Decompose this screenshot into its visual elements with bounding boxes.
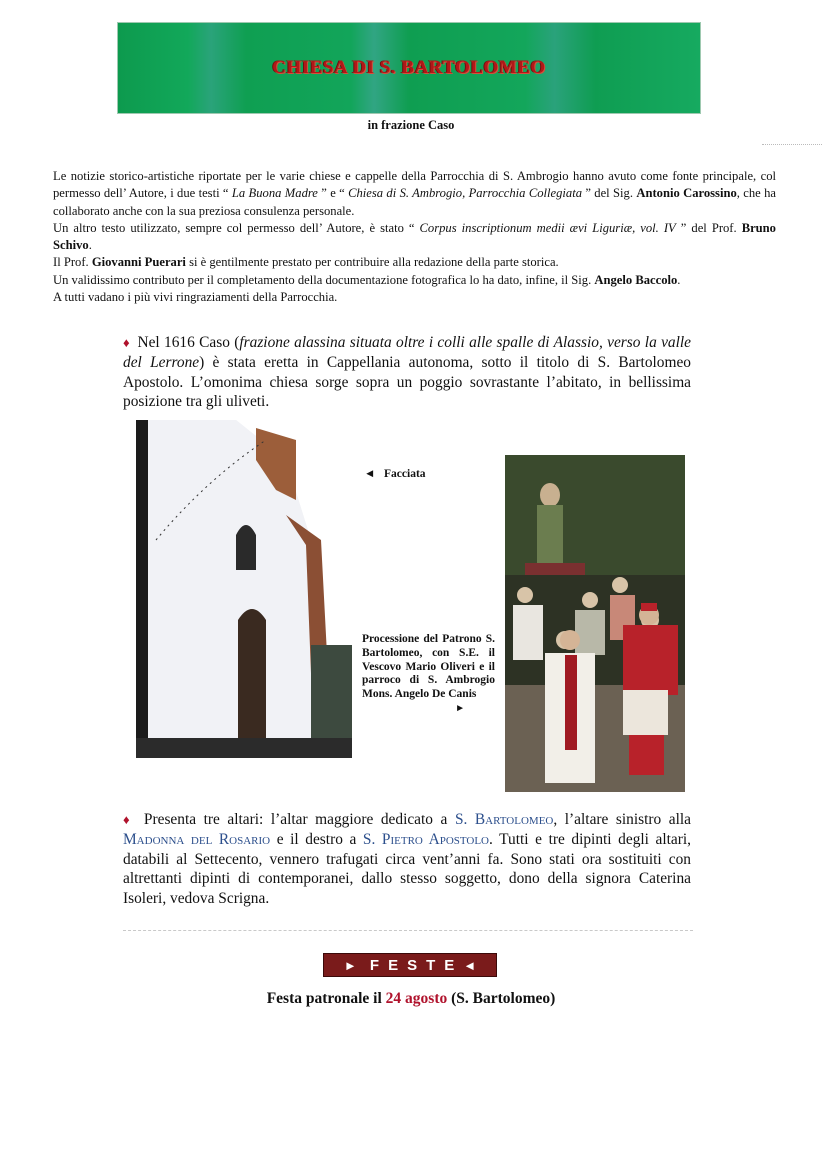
divider — [123, 930, 693, 931]
left-arrow-icon: ◄ — [463, 957, 477, 973]
right-arrow-icon: ► — [455, 702, 465, 714]
feste-banner — [323, 953, 497, 977]
intro-paragraph: A tutti vadano i più vivi ringraziamenti della Parrocchia. — [53, 290, 338, 305]
intro-paragraph: Un altro testo utilizzato, sempre col permesso dell’ Autore, è stato “ Corpus inscriptionum medii ævi Liguriæ, vol. IV ” del Prof. Bruno Schivo. — [53, 220, 776, 253]
feast-date: 24 agosto — [385, 990, 448, 1007]
history-paragraph: ♦ Nel 1616 Caso (frazione alassina situata oltre i colli alle spalle di Alassio, verso la valle del Lerrone) è stata eretta in Cappellania autonoma, sotto il titolo di S. Bartolomeo Apostolo. L’omonima chiesa sorge sopra un poggio sovrastante l’abitato, in bellissima posizione tra gli uliveti. — [123, 334, 692, 411]
feast-day-line: Festa patronale il 24 agosto (S. Bartolomeo) — [266, 990, 556, 1007]
diamond-bullet-icon: ♦ — [123, 812, 134, 827]
procession-caption: Processione del Patrono S. Bartolomeo, con S.E. il Vescovo Mario Oliveri e il parroco di S. Ambrogio Mons. Angelo De Canis ► — [362, 633, 495, 714]
procession-photo — [505, 455, 685, 792]
feste-label: FESTE — [369, 956, 464, 974]
page-subtitle: in frazione Caso — [367, 118, 455, 132]
right-arrow-icon: ► — [343, 957, 357, 973]
intro-paragraph: Le notizie storico-artistiche riportate per le varie chiese e cappelle della Parrocchia di S. Ambrogio hanno avuto come fonte principale, col permesso dell’ Autore, i due testi “ La Buona Madre ” e “ Chiesa di S. Ambrogio, Parrocchia Collegiata ” del Sig. Antonio Carossino, che ha collaborato anche con la sua preziosa consulenza personale. — [53, 169, 776, 218]
facade-caption: ◄ Facciata — [364, 468, 426, 480]
title-banner — [117, 22, 701, 114]
intro-text — [53, 168, 776, 306]
intro-paragraph: Il Prof. Giovanni Puerari si è gentilmente prestato per contribuire alla redazione della parte storica. — [53, 255, 559, 270]
altars-paragraph: ♦ Presenta tre altari: l’altar maggiore dedicato a S. Bartolomeo, l’altare sinistro alla Madonna del Rosario e il destro a S. Pietro Apostolo. Tutti e tre dipinti degli altari, databili al Settecento, vennero trafugati circa vent’anni fa. Sono stati ora sostituiti con altrettanti dipinti di contemporanei, dallo stesso soggetto, dono della signora Caterina Isoleri, vedova Scrigna. — [123, 811, 692, 908]
divider — [762, 144, 822, 145]
diamond-bullet-icon: ♦ — [123, 335, 131, 350]
page-title: CHIESA DI S. BARTOLOMEO — [272, 57, 546, 78]
left-arrow-icon: ◄ — [364, 468, 376, 480]
intro-paragraph: Un validissimo contributo per il completamento della documentazione fotografica lo ha dato, infine, il Sig. Angelo Baccolo. — [53, 272, 681, 287]
church-facade-photo — [136, 420, 352, 758]
